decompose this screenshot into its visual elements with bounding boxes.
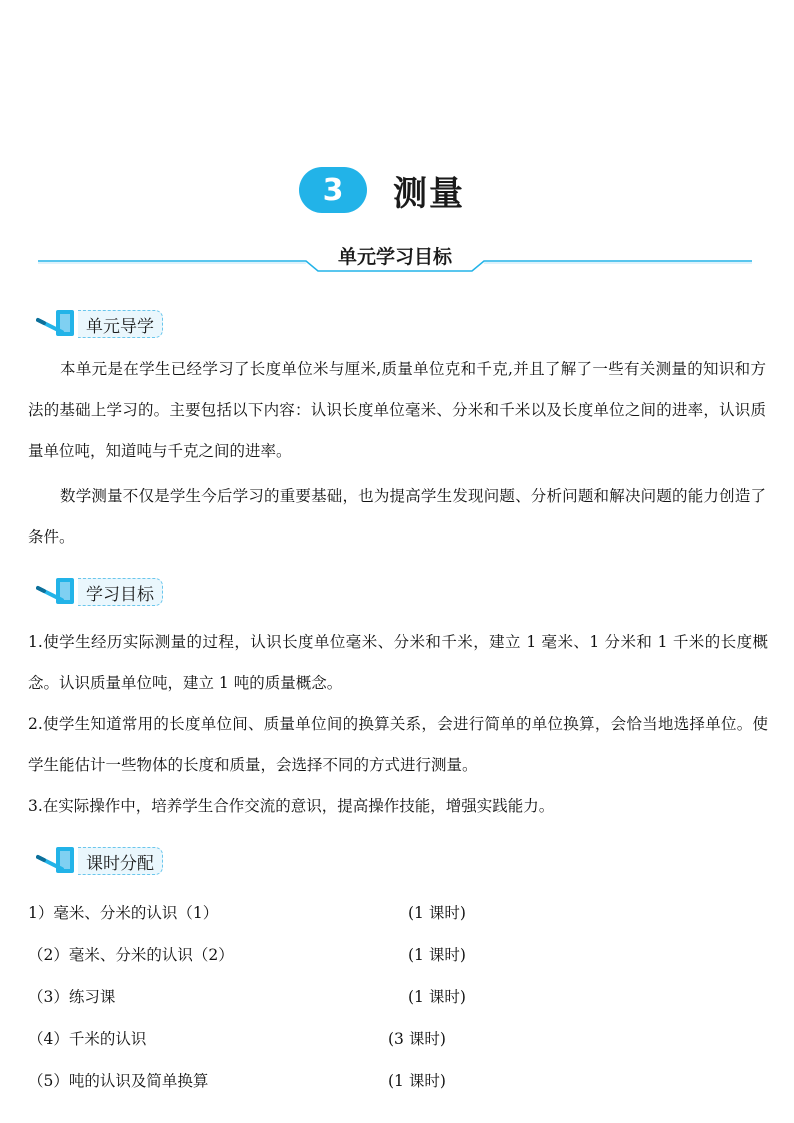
chapter-header: [0, 165, 794, 215]
book-pen-icon: [36, 574, 82, 608]
intro-paragraph-1: 本单元是在学生已经学习了长度单位米与厘米,质量单位克和千克,并且了解了一些有关测量的知识和方法的基础上学习的。主要包括以下内容：认识长度单位毫米、分米和千米以及长度单位之间的进率，认识质量单位吨，知道吨与千克之间的进率。: [28, 360, 766, 460]
lesson-name: （2）毫米、分米的认识（2）: [28, 946, 234, 964]
chapter-number-badge: 3: [299, 167, 367, 213]
unit-goals-banner: [38, 240, 752, 274]
book-pen-icon: [36, 843, 82, 877]
lesson-hours: (1 课时): [408, 904, 466, 922]
objective-item-1: 1.使学生经历实际测量的过程，认识长度单位毫米、分米和千米，建立 1 毫米、1 分米和 1 千米的长度概念。认识质量单位吨，建立 1 吨的质量概念。: [28, 633, 768, 692]
intro-paragraph-2: 数学测量不仅是学生今后学习的重要基础，也为提高学生发现问题、分析问题和解决问题的能力创造了条件。: [28, 487, 766, 546]
lesson-row: [28, 943, 728, 973]
book-pen-icon: [36, 306, 82, 340]
section-label: 学习目标: [78, 578, 163, 606]
section-label: 课时分配: [78, 847, 163, 875]
lesson-hours: (1 课时): [408, 988, 466, 1006]
section-label: 单元导学: [78, 310, 163, 338]
lesson-row: [28, 901, 728, 931]
lesson-hours: (1 课时): [408, 946, 466, 964]
lesson-hours: (3 课时): [388, 1030, 446, 1048]
lesson-row: [28, 1069, 728, 1099]
chapter-title: 测量: [393, 173, 465, 214]
objective-item-3: 3.在实际操作中，培养学生合作交流的意识，提高操作技能，增强实践能力。: [28, 797, 555, 815]
lesson-name: （3）练习课: [28, 988, 116, 1006]
objective-item-2: 2.使学生知道常用的长度单位间、质量单位间的换算关系，会进行简单的单位换算，会恰当地选择单位。使学生能估计一些物体的长度和质量，会选择不同的方式进行测量。: [28, 715, 768, 774]
lesson-row: [28, 985, 728, 1015]
lesson-hours: (1 课时): [388, 1072, 446, 1090]
lesson-row: [28, 1027, 728, 1057]
lesson-name: 1）毫米、分米的认识（1）: [28, 904, 219, 922]
unit-goals-title: 单元学习目标: [337, 246, 452, 268]
lesson-name: （5）吨的认识及简单换算: [28, 1072, 209, 1090]
lesson-name: （4）千米的认识: [28, 1030, 147, 1048]
